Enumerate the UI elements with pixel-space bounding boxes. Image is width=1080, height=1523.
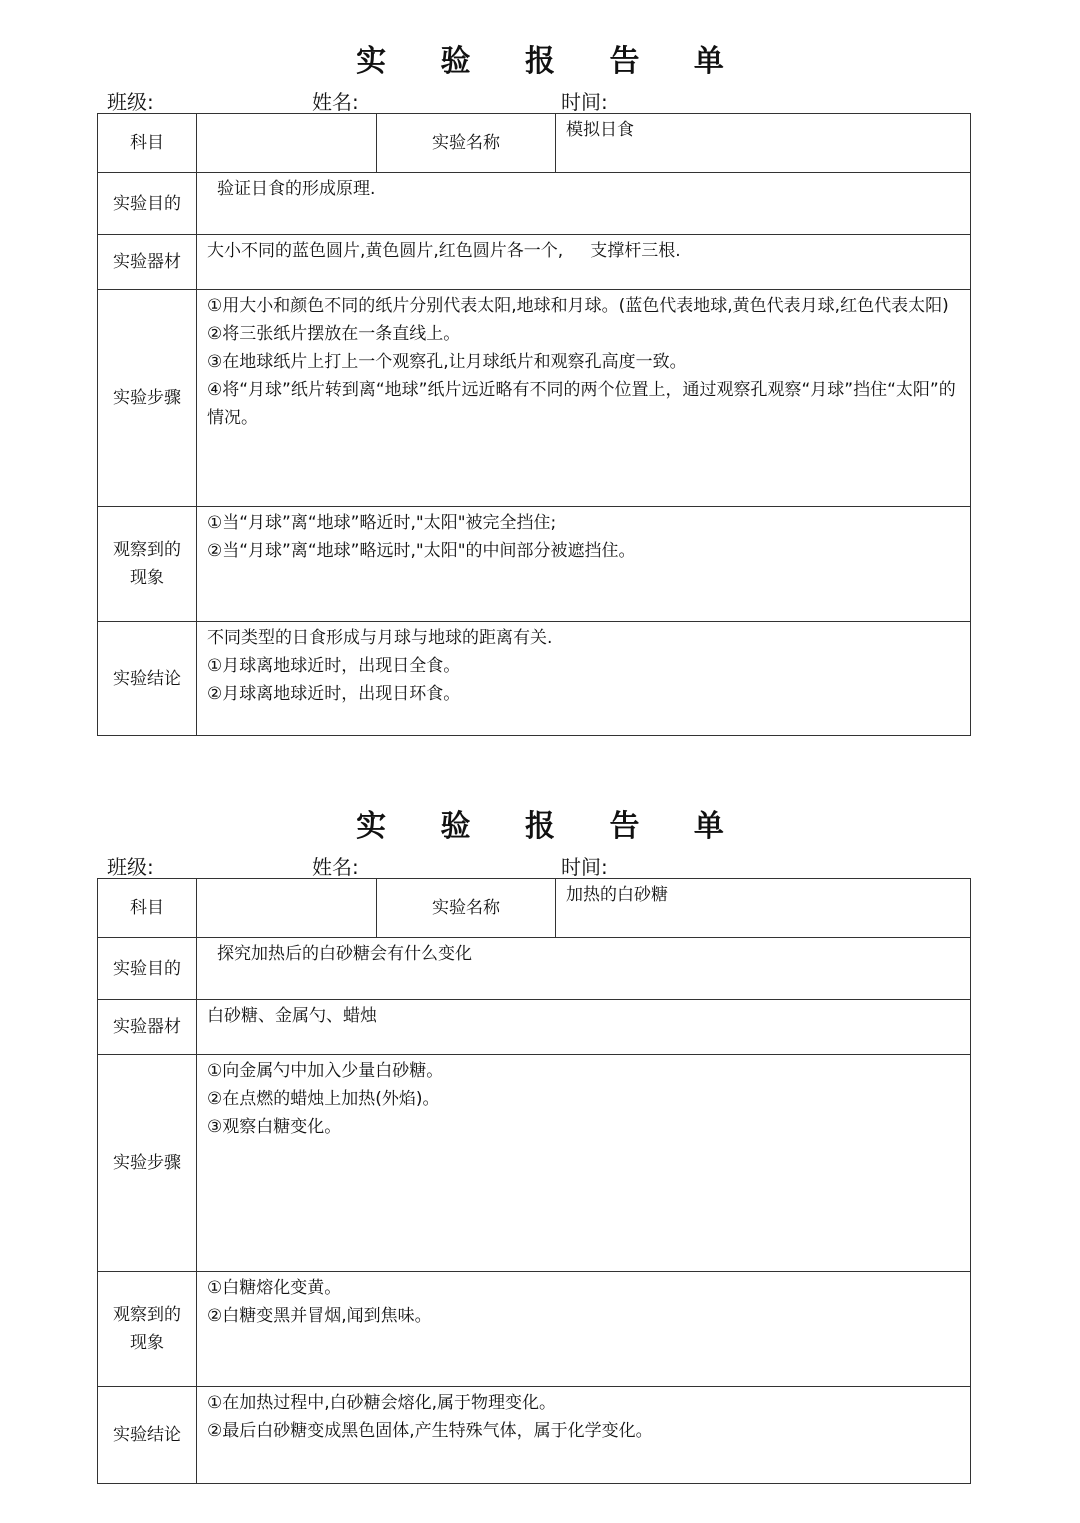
report-title: 实 验 报 告 单 bbox=[356, 809, 746, 844]
conclusion-label: 实验结论 bbox=[98, 1387, 197, 1484]
steps-list bbox=[197, 290, 971, 507]
observation-item: ②当“月球”离“地球”略远时,"太阳"的中间部分被遮挡住。 bbox=[207, 541, 636, 561]
observation-item: ①当“月球”离“地球”略近时,"太阳"被完全挡住; bbox=[207, 513, 557, 533]
conclusion-item: 不同类型的日食形成与月球与地球的距离有关. bbox=[207, 628, 553, 648]
observation-label-line2: 现象 bbox=[130, 1333, 164, 1353]
steps-label: 实验步骤 bbox=[98, 1055, 197, 1272]
observation-label bbox=[98, 1272, 197, 1387]
observation-item: ②白糖变黑并冒烟,闻到焦味。 bbox=[207, 1306, 432, 1326]
conclusion-list bbox=[197, 1387, 971, 1484]
steps-list bbox=[197, 1055, 971, 1272]
step-item: ②在点燃的蜡烛上加热(外焰)。 bbox=[207, 1089, 440, 1109]
row-materials bbox=[98, 235, 971, 290]
observation-label-line1: 观察到的 bbox=[113, 1305, 181, 1325]
row-purpose bbox=[98, 173, 971, 235]
row-steps bbox=[98, 1055, 971, 1272]
row-subject bbox=[98, 114, 971, 173]
materials-value: 白砂糖、金属勺、蜡烛 bbox=[197, 1000, 971, 1055]
purpose-value: 探究加热后的白砂糖会有什么变化 bbox=[197, 938, 971, 1000]
report-sheet-2 bbox=[0, 765, 1080, 1523]
time-label: 时间: bbox=[561, 855, 608, 879]
subject-label: 科目 bbox=[98, 879, 197, 938]
materials-label: 实验器材 bbox=[98, 1000, 197, 1055]
conclusion-list bbox=[197, 622, 971, 736]
report-table bbox=[97, 878, 971, 1484]
steps-label: 实验步骤 bbox=[98, 290, 197, 507]
experiment-name-label: 实验名称 bbox=[377, 879, 556, 938]
subject-value bbox=[197, 114, 377, 173]
row-observation bbox=[98, 507, 971, 622]
step-item: ④将“月球”纸片转到离“地球”纸片远近略有不同的两个位置上，通过观察孔观察“月球”挡住“太阳”的情况。 bbox=[207, 380, 956, 428]
class-label: 班级: bbox=[107, 90, 154, 114]
row-subject bbox=[98, 879, 971, 938]
observation-list bbox=[197, 1272, 971, 1387]
conclusion-item: ①月球离地球近时，出现日全食。 bbox=[207, 656, 461, 676]
step-item: ③观察白糖变化。 bbox=[207, 1117, 342, 1137]
time-label: 时间: bbox=[561, 90, 608, 114]
materials-value: 大小不同的蓝色圆片,黄色圆片,红色圆片各一个, 支撑杆三根. bbox=[197, 235, 971, 290]
conclusion-label: 实验结论 bbox=[98, 622, 197, 736]
materials-label: 实验器材 bbox=[98, 235, 197, 290]
conclusion-item: ①在加热过程中,白砂糖会熔化,属于物理变化。 bbox=[207, 1393, 557, 1413]
experiment-name-value: 加热的白砂糖 bbox=[556, 879, 971, 938]
observation-label bbox=[98, 507, 197, 622]
row-conclusion bbox=[98, 1387, 971, 1484]
step-item: ②将三张纸片摆放在一条直线上。 bbox=[207, 324, 461, 344]
name-label: 姓名: bbox=[312, 90, 359, 114]
row-purpose bbox=[98, 938, 971, 1000]
step-item: ①用大小和颜色不同的纸片分别代表太阳,地球和月球。(蓝色代表地球,黄色代表月球,红色代表太阳) bbox=[207, 296, 949, 316]
row-conclusion bbox=[98, 622, 971, 736]
observation-label-line1: 观察到的 bbox=[113, 540, 181, 560]
conclusion-item: ②最后白砂糖变成黑色固体,产生特殊气体，属于化学变化。 bbox=[207, 1421, 653, 1441]
step-item: ①向金属勺中加入少量白砂糖。 bbox=[207, 1061, 444, 1081]
class-label: 班级: bbox=[107, 855, 154, 879]
report-title: 实 验 报 告 单 bbox=[356, 44, 746, 79]
observation-item: ①白糖熔化变黄。 bbox=[207, 1278, 342, 1298]
purpose-label: 实验目的 bbox=[98, 938, 197, 1000]
report-sheet-1 bbox=[0, 0, 1080, 760]
conclusion-item: ②月球离地球近时，出现日环食。 bbox=[207, 684, 461, 704]
purpose-value: 验证日食的形成原理. bbox=[197, 173, 971, 235]
name-label: 姓名: bbox=[312, 855, 359, 879]
report-table bbox=[97, 113, 971, 736]
experiment-name-value: 模拟日食 bbox=[556, 114, 971, 173]
subject-value bbox=[197, 879, 377, 938]
subject-label: 科目 bbox=[98, 114, 197, 173]
observation-list bbox=[197, 507, 971, 622]
row-steps bbox=[98, 290, 971, 507]
row-materials bbox=[98, 1000, 971, 1055]
observation-label-line2: 现象 bbox=[130, 568, 164, 588]
purpose-label: 实验目的 bbox=[98, 173, 197, 235]
step-item: ③在地球纸片上打上一个观察孔,让月球纸片和观察孔高度一致。 bbox=[207, 352, 687, 372]
row-observation bbox=[98, 1272, 971, 1387]
experiment-name-label: 实验名称 bbox=[377, 114, 556, 173]
